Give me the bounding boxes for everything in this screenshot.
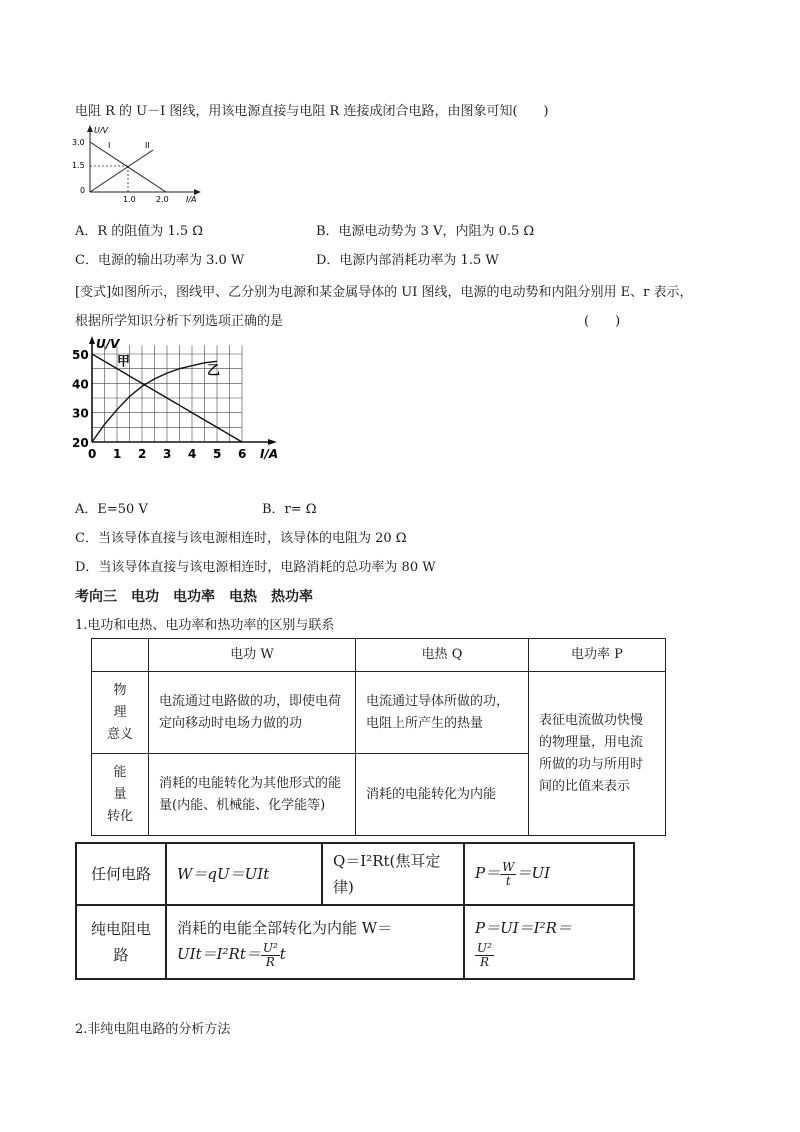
graph1-xtick-2: 2.0 [156,195,169,204]
q2-intro-line1: [变式]如图所示，图线甲、乙分别为电源和某金属导体的 UI 图线，电源的电动势和内阻分别用 E、r 表示， [75,285,693,300]
q2-answer-paren: ( ) [584,314,621,329]
table1-row1-label: 物 理 意义 [92,672,149,754]
table1-row2-w: 消耗的电能转化为其他形式的能量(内能、机械能、化学能等) [149,754,356,836]
graph1-ytick-1.5: 1.5 [72,161,85,170]
y-tick-label: 40 [72,377,89,392]
graph1-line-II [90,150,153,192]
section3-title: 考向三 电功 电功率 电热 热功率 [75,589,313,605]
y-axis-arrow [89,336,95,344]
series-label-jia: 甲 [117,354,131,370]
q1-option-c: C．电源的输出功率为 3.0 W [75,253,245,268]
graph1-ui [70,122,210,208]
table2-row2-p [464,905,634,979]
section3-item2: 2.非纯电阻电路的分析方法 [75,1022,231,1037]
table1-header-w: 电功 W [149,639,356,672]
graph1-x-label: I/A [186,195,197,204]
x-tick-label: 2 [138,447,147,461]
series-label-yi: 乙 [207,363,221,379]
graph1-ytick-3: 3.0 [72,138,85,147]
table2-row2-label: 纯电阻电路 [76,905,166,979]
x-axis-arrow [268,439,277,445]
table2-row2-w-den: R [265,954,275,969]
y-tick-label: 20 [72,436,89,450]
table2-row1-q: Q＝I²Rt(焦耳定律) [322,843,464,905]
graph1-label-II: II [145,141,150,150]
table2-row2-w-right: t [279,945,286,964]
table2-row1-p-right: ＝UI [516,864,551,883]
table2-row2-w-left: UIt＝I²Rt＝ [177,945,261,964]
x-tick-label: 5 [213,447,222,461]
section3-item1: 1.电功和电热、电功率和热功率的区别与联系 [75,618,335,633]
table2-row1-p-left: P＝ [475,864,501,883]
comparison-table [91,638,666,836]
table2-row1-w: W＝qU＝UIt [166,843,322,905]
table2-row2-p-frac [475,942,494,969]
q1-stem: 电阻 R 的 U－I 图线，用该电源直接与电阻 R 连接成闭合电路，由图象可知( ) [75,104,549,119]
table1-header-p: 电功率 P [529,639,666,672]
x-tick-label: 3 [163,447,172,461]
graph1-y-label: U/V [94,126,109,135]
y-tick-label: 50 [72,348,89,362]
q2-option-c: C．当该导体直接与该电源相连时，该导体的电阻为 20 Ω [75,531,407,546]
y-tick-label: 30 [72,406,89,421]
table1-header-q: 电热 Q [356,639,529,672]
table1-row2-label: 能 量 转化 [92,754,149,836]
table2-row2-w [166,905,464,979]
table2-row2-w-frac [261,942,280,969]
table1-header-empty [92,639,149,672]
graph1-xtick-1: 1.0 [123,195,136,204]
table1-p-text: 表征电流做功快慢的物理量，用电流所做的功与所用时间的比值来表示 [529,672,666,836]
table2-row1-label: 任何电路 [76,843,166,905]
graph1-ytick-0: 0 [80,186,86,195]
table2-row1-p-num: W [502,859,515,874]
table2-row2-p-line1: P＝UI＝I²R＝ [475,919,572,938]
formula-table [75,842,635,980]
ui-chart-jia-yi [70,332,290,462]
q2-option-b: B．r= Ω [262,502,317,517]
table2-row2-p-num: U² [477,940,492,955]
y-axis-label: U/V [96,337,120,351]
table2-row2-w-line1: 消耗的电能全部转化为内能 W＝ [177,919,393,938]
table2-row2-w-num: U² [262,940,278,955]
x-tick-label: 4 [188,447,197,461]
x-tick-label: 0 [88,447,97,461]
table2-row1-p-frac [500,861,516,888]
graph1-label-I: I [108,141,111,150]
q2-option-d: D．当该导体直接与该电源相连时，电路消耗的总功率为 80 W [75,560,436,575]
table1-row1-w: 电流通过电路做的功，即使电荷定向移动时电场力做的功 [149,672,356,754]
q2-option-a: A．E=50 V [75,502,148,517]
table1-row1-q: 电流通过导体所做的功，电阻上所产生的热量 [356,672,529,754]
table2-row1-p [464,843,634,905]
table2-row2-p-den: R [479,954,489,969]
table1-row2-q: 消耗的电能转化为内能 [356,754,529,836]
table2-row1-p-den: t [505,873,511,888]
q1-option-b: B．电源电动势为 3 V，内阻为 0.5 Ω [316,224,535,239]
x-axis-label: I/A [260,447,279,461]
q1-option-d: D．电源内部消耗功率为 1.5 W [316,253,499,268]
q1-option-a: A．R 的阻值为 1.5 Ω [75,224,204,239]
x-tick-label: 6 [238,447,247,461]
q2-intro-line2: 根据所学知识分析下列选项正确的是 [75,314,284,329]
x-tick-label: 1 [113,447,122,461]
